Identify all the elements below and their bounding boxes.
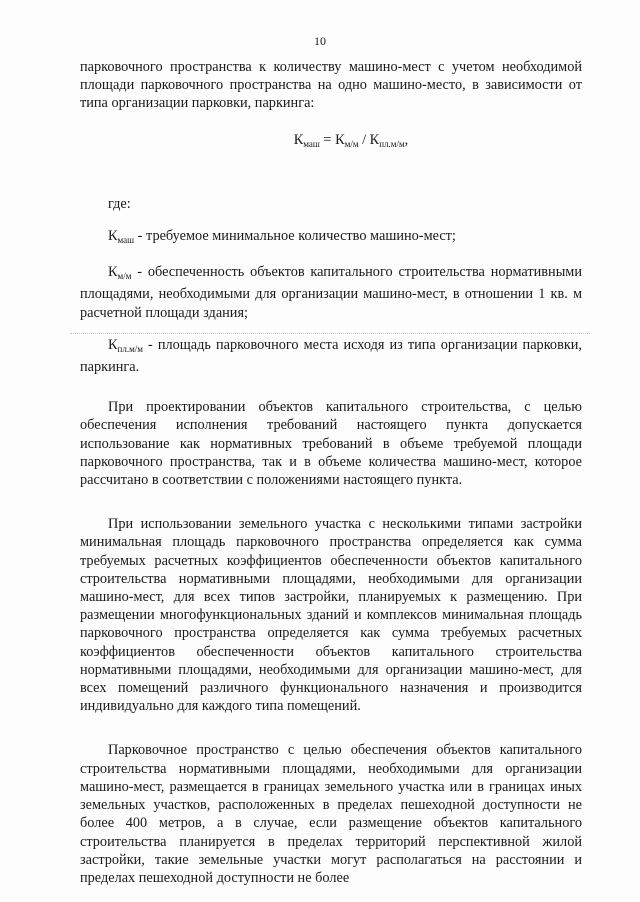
def-symbol-sub: маш <box>117 235 135 246</box>
formula-r1: К <box>335 131 345 148</box>
page-number: 10 <box>314 34 326 48</box>
where-label: где: <box>108 195 131 212</box>
def-text: - обеспеченность объектов капитального строительства нормативными площадями, необходимыми для организации машино-мест, в отношении 1 кв. м расчетной площади здания; <box>80 264 582 321</box>
formula-r1-sub: м/м <box>344 138 359 149</box>
def-text: - площадь парковочного места исходя из типа организации парковки, паркинга. <box>80 336 582 376</box>
formula-slash: / <box>358 131 370 148</box>
def-symbol: К <box>108 264 118 281</box>
def-text: - требуемое минимальное количество машино-мест; <box>134 228 456 245</box>
def-symbol: К <box>108 336 118 353</box>
def-symbol-sub: пл.м/м <box>117 343 143 354</box>
definition-k-plmm <box>80 336 582 376</box>
definition-k-mm <box>80 263 582 322</box>
definition-k-mash <box>80 227 582 249</box>
formula-lhs: К <box>293 131 304 148</box>
formula <box>80 131 582 153</box>
paragraph-multiple-types: При использовании земельного участка с несколькими типами застройки минимальная площадь парковочного пространства определяется как сумма требуемых расчетных коэффициентов обеспеченности объектов капитального строительства нормативными площадями, необходимыми для организации машино-мест, для всех типов застройки, планируемых к размещению. При размещении многофункциональных зданий и комплексов минимальная площадь парковочного пространства определяется как сумма требуемых расчетных коэффициентов обеспеченности объектов капитального строительства нормативными площадями, необходимыми для организации машино-мест, для всех помещений различного функционального назначения и производится индивидуально для каждого типа помещений. <box>80 516 582 715</box>
intro-paragraph: парковочного пространства к количеству машино-мест с учетом необходимой площади парковочного пространства на одно машино-место, в зависимости от типа организации парковки, паркинга: <box>80 59 582 112</box>
formula-lhs-sub: маш <box>303 138 320 149</box>
document-body <box>80 58 582 887</box>
formula-r2-sub: пл.м/м <box>379 138 405 149</box>
def-symbol-sub: м/м <box>117 271 132 282</box>
formula-eq: = <box>319 131 336 148</box>
paragraph-parking-space: Парковочное пространство с целью обеспечения объектов капитального строительства нормативными площадями, необходимыми для организации машино-мест, размещается в границах земельного участка или в границах иных земельных участков, расположенных в пределах пешеходной доступности не более 400 метров, а в случае, если размещение объектов капитального строительства планируется в пределах территорий перспективной жилой застройки, такие земельные участки могут располагаться на расстоянии и пределах пешеходной доступности не более <box>80 742 582 886</box>
formula-tail: , <box>404 131 409 148</box>
paragraph-design: При проектировании объектов капитального строительства, с целью обеспечения исполнения требований настоящего пункта допускается использование как нормативных требований в объеме требуемой площади парковочного пространства, так и в объеме количества машино-мест, которое рассчитано в соответствии с положениями настоящего пункта. <box>80 399 582 489</box>
formula-r2: К <box>369 131 380 148</box>
def-symbol: К <box>108 228 118 245</box>
